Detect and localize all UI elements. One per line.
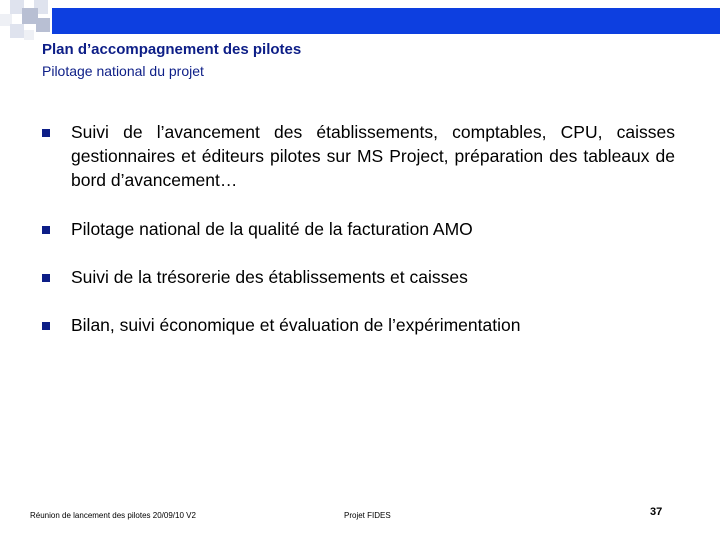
decor-square (24, 30, 34, 40)
bullet-text: Pilotage national de la qualité de la facturation AMO (71, 219, 473, 239)
footer-meeting-label: Réunion de lancement des pilotes 20/09/10 V2 (30, 511, 196, 520)
bullet-square-icon (42, 226, 50, 234)
decor-square (36, 18, 50, 32)
bullet-text: Bilan, suivi économique et évaluation de l’expérimentation (71, 315, 521, 335)
bullet-square-icon (42, 322, 50, 330)
decor-square (10, 24, 24, 38)
bullet-square-icon (42, 274, 50, 282)
footer-project-label: Projet FIDES (344, 511, 391, 520)
bullet-square-icon (42, 129, 50, 137)
bullet-text: Suivi de la trésorerie des établissements et caisses (71, 267, 468, 287)
page-number: 37 (650, 506, 663, 518)
header-bar (52, 8, 720, 34)
slide-subtitle: Pilotage national du projet (42, 63, 204, 79)
bullet-text: Suivi de l’avancement des établissements, comptables, CPU, caisses gestionnaires et éditeurs pilotes sur MS Project, préparation des tableaux de bord d’avancement… (71, 122, 675, 190)
slide-title: Plan d’accompagnement des pilotes (42, 41, 302, 58)
